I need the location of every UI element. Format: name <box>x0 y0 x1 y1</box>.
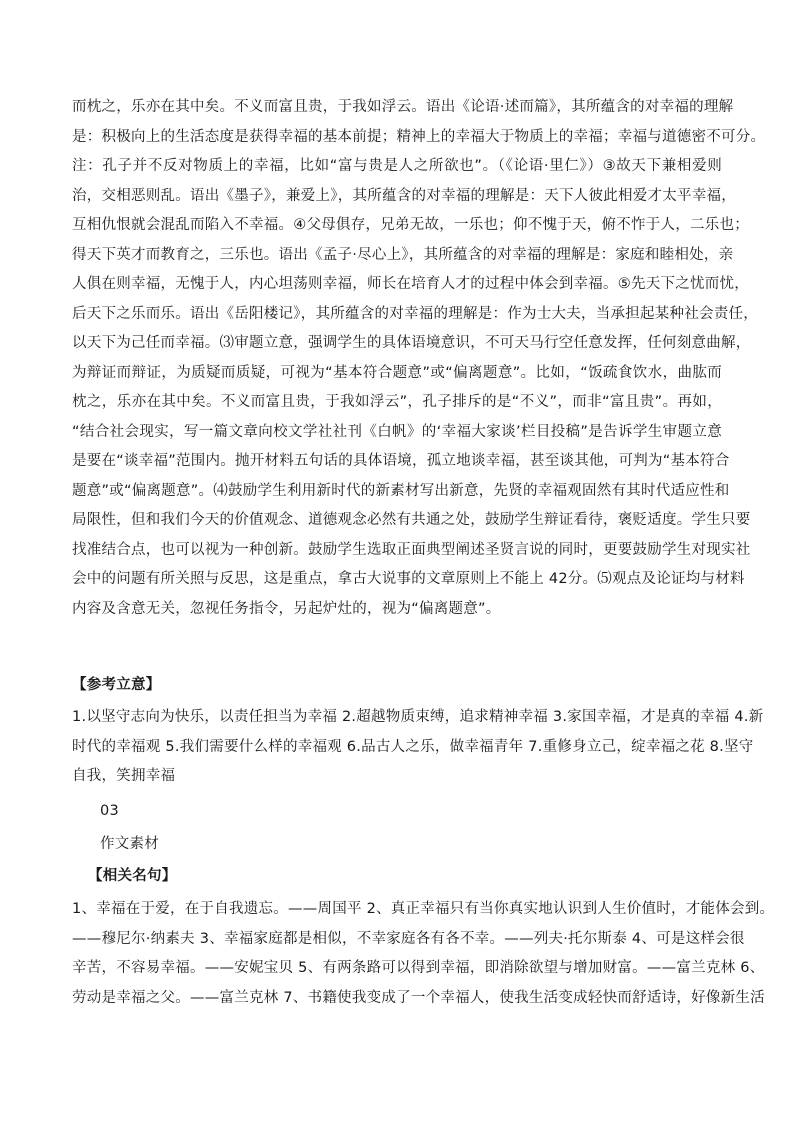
text-line: 为辩证而辩证，为质疑而质疑，可视为“基本符合题意”或“偏离题意”。比如，“饭疏食饮水，曲肱而 <box>72 364 722 381</box>
text-line: 内容及含意无关，忽视任务指令，另起炉灶的，视为“偏离题意”。 <box>72 600 501 617</box>
text-line: 劳动是幸福之父。——富兰克林 7、书籍使我变成了一个幸福人，使我生活变成轻快而舒适诗，好像新生活 <box>72 989 765 1006</box>
text-line: ——穆尼尔·纳素夫 3、幸福家庭都是相似，不幸家庭各有各不幸。——列夫·托尔斯泰 4、可是这样会很 <box>72 930 745 947</box>
text-line: 时代的幸福观 5.我们需要什么样的幸福观 6.品古人之乐，做幸福青年 7.重修身立己，绽幸福之花 8.坚守 <box>72 738 754 755</box>
text-line: 1.以坚守志向为快乐，以责任担当为幸福 2.超越物质束缚，追求精神幸福 3.家国幸福，才是真的幸福 4.新 <box>72 709 764 725</box>
text-line: 是：积极向上的生活态度是获得幸福的基本前提；精神上的幸福大于物质上的幸福；幸福与道德密不可分。 <box>72 128 766 145</box>
text-line: 自我，笑拥幸福 <box>72 768 176 784</box>
text-line: 枕之，乐亦在其中矣。不义而富且贵，于我如浮云”，孔子排斥的是“不义”，而非“富且贵”。再如， <box>72 394 722 410</box>
text-line: 局限性，但和我们今天的价值观念、道德观念必然有共通之处，鼓励学生辩证看待，褒贬适度。学生只要 <box>72 512 751 528</box>
text-line: 而枕之，乐亦在其中矣。不义而富且贵，于我如浮云。语出《论语·述而篇》，其所蕴含的对幸福的理解 <box>72 99 734 115</box>
text-line: 题意”或“偏离题意”。⑷鼓励学生利用新时代的新素材写出新意，先贤的幸福观固然有其时代适应性和 <box>72 482 730 499</box>
text-line: 以天下为己任而幸福。⑶审题立意，强调学生的具体语境意识，不可天马行空任意发挥，任何刻意曲解， <box>72 335 751 351</box>
text-line: 是要在“谈幸福”范围内。抛开材料五句话的具体语境，孤立地谈幸福，甚至谈其他，可判为“基本符合 <box>72 453 730 469</box>
reference-list <box>72 703 764 792</box>
text-line: 得天下英才而教育之，三乐也。语出《孟子·尽心上》，其所蕴含的对幸福的理解是：家庭和睦相处，亲 <box>72 246 734 263</box>
quotes-heading-block <box>72 862 722 892</box>
section-title-block <box>72 830 722 860</box>
body-paragraph <box>72 93 766 624</box>
text-line: 后天下之乐而乐。语出《岳阳楼记》，其所蕴含的对幸福的理解是：作为士大夫，当承担起某种社会责任， <box>72 305 758 322</box>
section-title: 作文素材 <box>100 836 159 852</box>
section-heading: 【相关名句】 <box>88 868 177 884</box>
section-heading: 【参考立意】 <box>72 677 161 693</box>
text-line: 互相仇恨就会混乱而陷入不幸福。④父母俱存，兄弟无故，一乐也；仰不愧于天，俯不怍于人，二乐也； <box>72 217 749 233</box>
section-number: 03 <box>100 803 119 819</box>
text-line: “结合社会现实，写一篇文章向校文学社社刊《白帆》的‘幸福大家谈’栏目投稿”是告诉学生审题立意 <box>72 423 722 440</box>
text-line: 辛苦，不容易幸福。——安妮宝贝 5、有两条路可以得到幸福，即消除欲望与增加财富。——富兰克林 6、 <box>72 960 765 976</box>
text-line: 1、幸福在于爱，在于自我遗忘。——周国平 2、真正幸福只有当你真实地认识到人生价值时，才能体会到。 <box>72 901 775 917</box>
text-line: 会中的问题有所关照与反思，这是重点，拿古大说事的文章原则上不能上 42分。⑸观点及论证均与材料 <box>72 571 745 587</box>
text-line: 找准结合点，也可以视为一种创新。鼓励学生选取正面典型阐述圣贤言说的同时，更要鼓励学生对现实社 <box>72 541 751 558</box>
text-line: 人俱在则幸福，无愧于人，内心坦荡则幸福，师长在培育人才的过程中体会到幸福。⑤先天下之忧而忧， <box>72 276 749 292</box>
text-line: 注：孔子并不反对物质上的幸福，比如“富与贵是人之所欲也”。（《论语·里仁》）③故天下兼相爱则 <box>72 158 722 174</box>
section-header <box>72 797 722 827</box>
reference-section <box>72 671 722 701</box>
quotes-paragraph <box>72 895 775 1013</box>
text-line: 治，交相恶则乱。语出《墨子》，兼爱上》，其所蕴含的对幸福的理解是：天下人彼此相爱才太平幸福， <box>72 187 736 204</box>
